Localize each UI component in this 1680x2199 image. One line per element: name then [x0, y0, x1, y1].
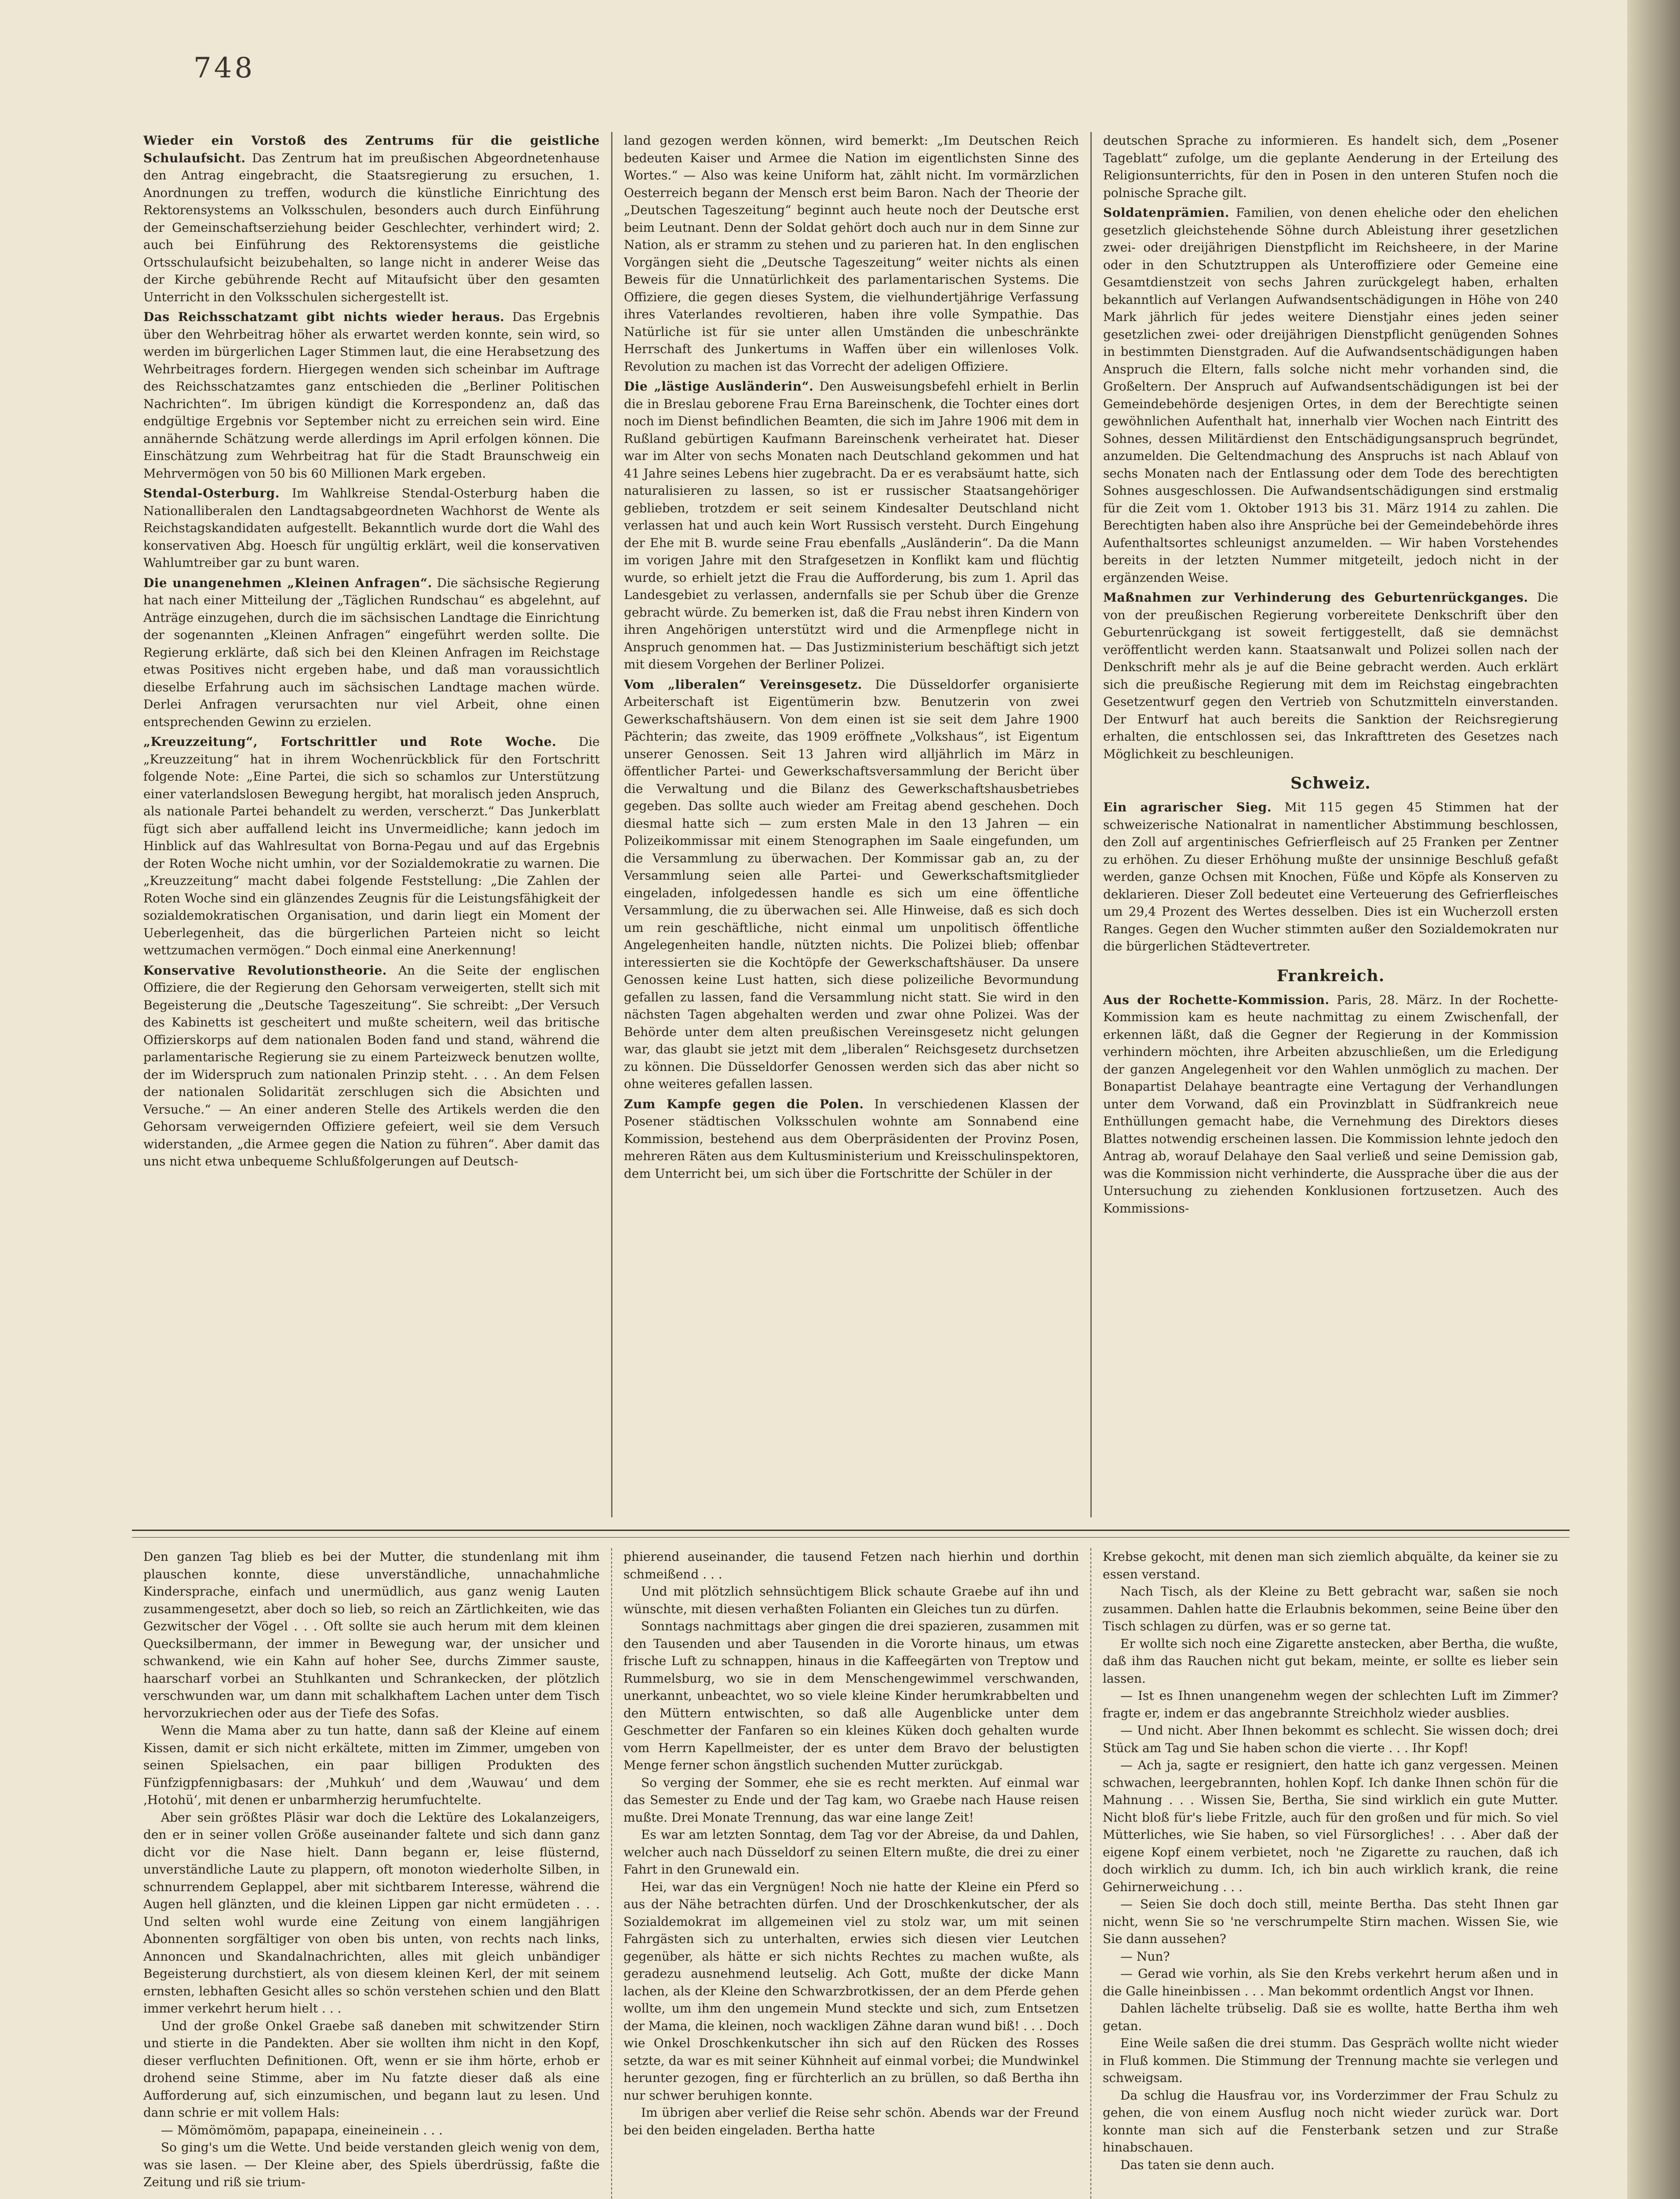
article-body: Das Ergebnis über den Wehrbeitrag höher als erwartet werden konnte, sein wird, so werden im bürgerlichen Lager Stimmen laut, die eine Herabsetzung des Wehrbeitrages fordern. Hiergegen wenden sich scheinbar im Auftrage des Reichsschatzamtes ganz entschieden die „Berliner Politischen Nachrichten“. Im übrigen kündigt die Korrespondenz an, daß das endgültige Ergebnis vor September nicht zu erreichen sein wird. Eine annähernde Schätzung werde allerdings im April erfolgen können. Die Einschätzung zum Wehrbeitrag hat für die Stadt Braunschweig ein Mehrvermögen von 50 bis 60 Millionen Mark ergeben.	[143, 310, 600, 481]
column-3	[1090, 132, 1570, 1517]
upper-columns	[132, 132, 1570, 1517]
feuilleton-paragraph: Im übrigen aber verlief die Reise sehr schön. Abends war der Freund bei den beiden eingeladen. Bertha hatte	[623, 2105, 1079, 2137]
feuilleton-paragraph: Wenn die Mama aber zu tun hatte, dann saß der Kleine auf einem Kissen, damit er sich nicht erkältete, mitten im Zimmer, umgeben von seinen Spielsachen, ein paar billigen Produkten des Fünfzigpfennigbasars: der ‚Muhkuh‘ und dem ‚Wauwau‘ und dem ‚Hotohü‘, mit denen er unbarmherzig herumfuchtelte.	[143, 1723, 600, 1807]
article-headline: Die „lästige Ausländerin“.	[624, 379, 814, 394]
feuilleton-paragraph: — Ach ja, sagte er resigniert, den hatte ich ganz vergessen. Meinen schwachen, leergebrannten, hohlen Kopf. Ich danke Ihnen schön für die Mahnung . . . Wissen Sie, Bertha, Sie sind wirklich ein gute Mutter. Nicht bloß für's liebe Fritzle, auch für den großen und für mich. So viel Mütterliches, wie Sie haben, so viel Fürsorgliches! . . . Aber daß der eigene Kopf einem verbietet, noch 'ne Zigarette zu rauchen, daß ich doch wirklich zu dumm. Ich, ich bin auch wirklich krank, die reine Gehirnerweichung . . .	[1103, 1758, 1558, 1894]
article	[624, 132, 1079, 375]
feuilleton-paragraph: Er wollte sich noch eine Zigarette anstecken, aber Bertha, die wußte, daß ihm das Rauchen nicht gut bekam, meinte, er sollte es lieber sein lassen.	[1103, 1636, 1558, 1686]
article-headline: Stendal-Osterburg.	[143, 486, 280, 500]
article-body: land gezogen werden können, wird bemerkt: „Im Deutschen Reich bedeuten Kaiser und Armee die Nation im eigentlichsten Sinne des Wortes.“ — Also was keine Uniform hat, zählt nicht. Im vormärzlichen Oesterreich begann der Mensch erst beim Baron. Nach der Theorie der „Deutschen Tageszeitung“ beginnt auch heute noch der Deutsche erst beim Leutnant. Denn der Soldat gehört doch auch nur in dem Sinne zur Nation, als er stramm zu stehen und zu parieren hat. In den englischen Vorgängen sieht die „Deutsche Tageszeitung“ weiter nichts als einen Beweis für die Unnatürlichkeit des parlamentarischen Systems. Die Offiziere, die gegen dieses System, die vielhundertjährige Verfassung ihres Vaterlandes revoltieren, haben ihre volle Sympathie. Das Natürliche ist für sie unter allen Umständen die unbeschränkte Herrschaft des Junkertums in Waffen über ein willenloses Volk. Revolution zu machen ist das Vorrecht der adeligen Offiziere.	[624, 133, 1079, 374]
feuilleton-paragraph: — Gerad wie vorhin, als Sie den Krebs verkehrt herum aßen und in die Galle hineinbissen . . . Man bekommt ordentlich Angst vor Ihnen.	[1103, 1966, 1558, 1998]
feuilleton-paragraph: — Seien Sie doch doch still, meinte Bertha. Das steht Ihnen gar nicht, wenn Sie so 'ne verschrumpelte Stirn machen. Wissen Sie, wie Sie dann aussehen?	[1103, 1897, 1558, 1946]
article-body: deutschen Sprache zu informieren. Es handelt sich, dem „Posener Tageblatt“ zufolge, um die geplante Aenderung in der Erteilung des Religionsunterrichts, für den in Posen in den unteren Stufen noch die polnische Sprache gilt.	[1103, 133, 1558, 200]
article-body: Das Zentrum hat im preußischen Abgeordnetenhause den Antrag eingebracht, die Staatsregierung zu ersuchen, 1. Anordnungen zu treffen, wodurch die künstliche Einrichtung des Rektorensystems an Volksschulen, besonders auch durch Einführung der Gemeinschaftserziehung beider Geschlechter, verhindert wird; 2. auch bei Einführung des Rektorensystems die geistliche Ortsschulaufsicht beizubehalten, so lange nicht in anderer Weise das der Kirche gebührende Recht auf Mitaufsicht über den gesamten Unterricht in den Volksschulen sichergestellt ist.	[143, 150, 600, 304]
article-body: Den Ausweisungsbefehl erhielt in Berlin die in Breslau geborene Frau Erna Bareinschenk, die Tochter eines dort noch im Dienst befindlichen Beamten, die sich im Jahre 1906 mit dem in Rußland gebürtigen Kaufmann Bareinschenk verheiratet hat. Dieser war im Alter von sechs Monaten nach Deutschland gekommen und hat 41 Jahre seines Lebens hier zugebracht. Da er es verabsäumt hatte, sich naturalisieren zu lassen, so ist er russischer Staatsangehöriger geblieben, trotzdem er seit seinem Kindesalter Deutschland nicht verlassen hat und auch kein Wort Russisch versteht. Durch Eingehung der Ehe mit B. wurde seine Frau ebenfalls „Ausländerin“. Da die Mann im vorigen Jahre mit den Strafgesetzen in Konflikt kam und flüchtig wurde, so erhielt jetzt die Frau die Aufforderung, bis zum 1. April das Landesgebiet zu verlassen, andernfalls sie per Schub über die Grenze gebracht würde. Zu bemerken ist, daß die Frau nebst ihren Kindern von ihren Angehörigen unterstützt wird und die Armenpflege nicht in Anspruch genommen hat. — Das Justizministerium beschäftigt sich jetzt mit diesem Vorgehen der Berliner Polizei.	[624, 379, 1079, 672]
feuilleton-columns	[132, 1548, 1570, 2199]
article-body: Mit 115 gegen 45 Stimmen hat der schweizerische Nationalrat in namentlicher Abstimmung beschlossen, den Zoll auf argentinisches Gefrierfleisch auf 25 Franken per Zentner zu erhöhen. Zu dieser Erhöhung mußte der unsinnige Beschluß gefaßt werden, ganze Ochsen mit Knochen, Füße und Köpfe als Konserven zu deklarieren. Dieser Zoll bedeutet eine Verteuerung des Gefrierfleisches um 29,4 Prozent des Wertes desselben. Dies ist ein Wucherzoll ersten Ranges. Gegen den Wucher stimmten außer den Sozialdemokraten nur die bürgerlichen Städtevertreter.	[1103, 800, 1558, 953]
feuilleton-paragraph: Hei, war das ein Vergnügen! Noch nie hatte der Kleine ein Pferd so aus der Nähe betrachten dürfen. Und der Droschkenkutscher, der als Sozialdemokrat im allgemeinen viel zu stolz war, um mit seinen Fahrgästen sich zu unterhalten, erwies sich diesen vier Leutchen gegenüber, als hätte er sich nichts Rechtes zu machen wußte, als geradezu ausnehmend leutselig. Ach Gott, mußte der dicke Mann lachen, als der Kleine den Schwarzbrotkissen, der an dem Pferde gehen wollte, um ihm den ungemein Mund steckte und sich, zum Entsetzen der Mama, die kleinen, noch wackligen Zähne daran wund biß! . . . Doch wie Onkel Droschkenkutscher ihn sich auf den Rücken des Rosses setzte, da war es mit seiner Kühnheit auf einmal vorbei; die Mundwinkel herunter gezogen, fing er fürchterlich an zu brüllen, so daß Bertha ihn nur schwer beruhigen konnte.	[623, 1879, 1079, 2103]
feuilleton-paragraph: Da schlug die Hausfrau vor, ins Vorderzimmer der Frau Schulz zu gehen, die von einem Ausflug noch nicht wieder zurück war. Dort konnte man sich auf die Fensterbank setzen und zur Straße hinabschauen.	[1103, 2088, 1558, 2155]
feuilleton-divider	[132, 1530, 1570, 1538]
page-number: 748	[193, 52, 255, 84]
feuilleton-column-1	[132, 1548, 611, 2199]
feuilleton-paragraph: Nach Tisch, als der Kleine zu Bett gebracht war, saßen sie noch zusammen. Dahlen hatte die Erlaubnis bekommen, seine Beine über den Tisch schlagen zu dürfen, was er so gerne tat.	[1103, 1584, 1558, 1633]
article	[1103, 204, 1558, 586]
article-body: Im Wahlkreise Stendal-Osterburg haben die Nationalliberalen den Landtagsabgeordneten Wachhorst de Wente als Reichstagskandidaten aufgestellt. Bekanntlich wurde dort die Wahl des konservativen Abg. Hoesch für ungültig erklärt, weil die konservativen Wahlumtreiber gar zu bunt waren.	[143, 486, 600, 570]
feuilleton-paragraph: Und mit plötzlich sehnsüchtigem Blick schaute Graebe auf ihn und wünschte, mit diesen verhaßten Folianten ein Gleiches tun zu dürfen.	[623, 1584, 1079, 1616]
article-headline: „Kreuzzeitung“, Fortschrittler und Rote Woche.	[143, 734, 557, 749]
feuilleton-paragraph: — Mömömömöm, papapapa, eineineinein . . .	[161, 2122, 443, 2137]
article-headline: Vom „liberalen“ Vereinsgesetz.	[624, 677, 862, 692]
feuilleton-paragraph: Dahlen lächelte trübselig. Daß sie es wollte, hatte Bertha ihm weh getan.	[1103, 2001, 1558, 2033]
article	[143, 962, 600, 1170]
article-headline: Ein agrarischer Sieg.	[1103, 800, 1272, 815]
article	[1103, 589, 1558, 763]
article-body: Die sächsische Regierung hat nach einer Mitteilung der „Täglichen Rundschau“ es abgelehnt, auf Anträge einzugehen, durch die im sächsischen Landtage die Einrichtung der sogenannten „Kleinen Anfragen“ eingeführt werden sollte. Die Regierung erklärte, daß sich bei den Kleinen Anfragen im Reichstage etwas Positives nicht ergeben habe, und daß man voraussichtlich dieselbe Erfahrung auch im sächsischen Landtage machen würde. Derlei Anfragen verursachten nur viel Arbeit, ohne einen entsprechenden Gewinn zu erzielen.	[143, 575, 600, 729]
article	[143, 308, 600, 482]
article-headline: Maßnahmen zur Verhinderung des Geburtenrückganges.	[1103, 590, 1528, 605]
feuilleton-column-2	[611, 1548, 1090, 2199]
feuilleton-paragraph: Den ganzen Tag blieb es bei der Mutter, die stundenlang mit ihm plauschen konnte, diese unverständliche, unnachahmliche Kindersprache, einfach und unermüdlich, aus ganz wenig Lauten zusammengesetzt, aber doch so lieb, so reich an Zärtlichkeiten, wie das Gezwitscher der Vögel . . . Oft sollte sie auch herum mit dem kleinen Quecksilbermann, der immer in Bewegung war, der unsicher und schwankend, wie ein Kahn auf hoher See, durchs Zimmer sauste, haarscharf vorbei an Stuhlkanten und Schrankecken, der plötzlich verschwunden war, um dann mit schalkhaftem Lachen unter dem Tisch hervorzukriechen oder aus der Tiefe des Sofas.	[143, 1549, 600, 1720]
article-body: In verschiedenen Klassen der Posener städtischen Volksschulen wohnte am Sonnabend eine Kommission, bestehend aus dem Oberpräsidenten der Provinz Posen, mehreren Räten aus dem Kultusministerium und Kreisschulinspektoren, dem Unterricht bei, um sich über die Fortschritte der Schüler in der	[624, 1096, 1079, 1181]
article	[624, 676, 1079, 1093]
article-body: Paris, 28. März. In der Rochette-Kommission kam es heute nachmittag zu einem Zwischenfall, der erkennen läßt, daß die Gegner der Regierung in der Kommission verhindern möchten, ihre Arbeiten abzuschließen, um die Erledigung der ganzen Angelegenheit vor den Wahlen unmöglich zu machen. Der Bonapartist Delahaye beantragte eine Vertagung der Verhandlungen unter dem Vorwand, daß ein Provinzblatt in Südfrankreich neue Enthüllungen gemacht habe, die Vernehmung des Direktors dieses Blattes notwendig erscheinen lassen. Die Kommission lehnte jedoch den Antrag ab, worauf Delahaye den Saal verließ und seine Demission gab, was die Kommission nicht verhinderte, die Aussprache über die aus der Untersuchung zu ziehenden Konklusionen fortzusetzen. Auch des Kommissions-	[1103, 992, 1558, 1216]
section-title: Schweiz.	[1290, 774, 1371, 793]
article	[1103, 799, 1558, 955]
article-headline: Aus der Rochette-Kommission.	[1103, 992, 1330, 1007]
article	[624, 1096, 1079, 1183]
feuilleton-paragraph: Eine Weile saßen die drei stumm. Das Gespräch wollte nicht wieder in Fluß kommen. Die Stimmung der Trennung machte sie verlegen und schweigsam.	[1103, 2036, 1558, 2085]
article-headline: Zum Kampfe gegen die Polen.	[624, 1096, 864, 1111]
column-2	[611, 132, 1090, 1517]
article	[624, 378, 1079, 673]
article	[143, 132, 600, 306]
article-headline: Das Reichsschatzamt gibt nichts wieder heraus.	[143, 310, 505, 324]
article-headline: Die unangenehmen „Kleinen Anfragen“.	[143, 575, 432, 590]
article-body: Familien, von denen eheliche oder den ehelichen gesetzlich gleichstehende Söhne durch Ableistung ihrer gesetzlichen zwei- oder dreijährigen Dienstpflicht im Reichsheere, in der Marine oder in den Schutztruppen als Unteroffiziere oder Gemeine eine Gesamtdienstzeit von sechs Jahren zurückgelegt haben, erhalten bekanntlich auf Verlangen Aufwandsentschädigungen in Höhe von 240 Mark jährlich für jedes weitere Dienstjahr eines jeden seiner gesetzlichen zwei- oder dreijährigen Dienstpflicht genügenden Sohnes in bestimmten Dienstgraden. Auf die Aufwandsentschädigungen haben Anspruch die Eltern, falls solche nicht mehr vorhanden sind, die Großeltern. Der Anspruch auf Aufwandsentschädigungen ist bei der Gemeindebehörde desjenigen Ortes, in dem der Berechtigte seinen gewöhnlichen Aufenthalt hat, innerhalb vier Wochen nach Eintritt des Sohnes, dessen Militärdienst den Entschädigungsanspruch begründet, anzumelden. Die Geltendmachung des Anspruchs ist nach Ablauf von sechs Monaten nach der Entlassung oder dem Tode des berechtigten Sohnes ausgeschlossen. Die Aufwandsentschädigungen sind erstmalig für die Zeit vom 1. Oktober 1913 bis 31. März 1914 zu zahlen. Die Berechtigten haben also ihre Ansprüche bei der Gemeindebehörde ihres Aufenthaltsortes schleunigst anzumelden. — Wir haben Vorstehendes bereits in der letzten Nummer mitgeteilt, jedoch nicht in der ergänzenden Weise.	[1103, 205, 1558, 585]
feuilleton-paragraph: So verging der Sommer, ehe sie es recht merkten. Auf einmal war das Semester zu Ende und der Tag kam, wo Graebe nach Hause reisen mußte. Drei Monate Trennung, das war eine lange Zeit!	[623, 1775, 1079, 1825]
feuilleton-paragraph: Das taten sie denn auch.	[1120, 2157, 1275, 2172]
article	[1103, 132, 1558, 201]
column-1	[132, 132, 611, 1517]
feuilleton-paragraph: phierend auseinander, die tausend Fetzen nach hierhin und dorthin schmeißend . . .	[623, 1549, 1079, 1582]
feuilleton-paragraph: Krebse gekocht, mit denen man sich ziemlich abquälte, da keiner sie zu essen verstand.	[1103, 1549, 1558, 1582]
article-body: Die Düsseldorfer organisierte Arbeiterschaft ist Eigentümerin bzw. Benutzerin von zwei Gewerkschaftshäusern. Von dem einen ist sie seit dem Jahre 1900 Pächterin; das zweite, das 1909 eröffnete „Volkshaus“, ist Eigentum unserer Genossen. Seit 13 Jahren wird alljährlich im März in öffentlicher Partei- und Gewerkschaftsversammlung der Bericht über die Verwaltung und die Bilanz des Gewerkschaftshausbetriebes gegeben. Das sollte auch wieder am Freitag abend geschehen. Doch diesmal hatte sich — zum ersten Male in den 13 Jahren — ein Polizeikommissar mit einem Stenographen im Saale eingefunden, um die Versammlung zu überwachen. Der Kommissar gab an, zu der Versammlung seien alle Partei- und Gewerkschaftsmitglieder eingeladen, infolgedessen handle es sich um eine öffentliche Versammlung, die zu überwachen sei. Alle Hinweise, daß es sich doch um rein geschäftliche, nicht einmal um unpolitisch öffentliche Angelegenheiten handle, nützten nichts. Die Polizei blieb; offenbar interessierten sie die Kochtöpfe der Gewerkschaftshäuser. Da unsere Genossen keine Lust hatten, sich diese polizeiliche Bevormundung gefallen zu lassen, fand die Versammlung nicht statt. Sie wird in den nächsten Tagen abgehalten werden und zwar ohne Polizei. Was der Behörde unter dem alten preußischen Vereinsgesetz nicht gelungen war, das glaubt sie jetzt mit dem „liberalen“ Reichsgesetz durchsetzen zu können. Die Düsseldorfer Genossen werden sich das aber nicht so ohne weiteres gefallen lassen.	[624, 677, 1079, 1091]
article	[143, 574, 600, 731]
feuilleton-paragraph: Sonntags nachmittags aber gingen die drei spazieren, zusammen mit den Tausenden und aber Tausenden in die Vororte hinaus, um etwas frische Luft zu schnappen, hinaus in die Kaffeegärten von Treptow und Rummelsburg, wo sie in dem Menschengewimmel verschwanden, unerkannt, unbeachtet, wo so viele kleine Kinder herumkrabbelten und den Müttern entwischten, so daß alle Augenblicke unter dem Geschmetter der Fanfaren so ein kleines Küken doch gehalten wurde vom Herrn Kapellmeister, der es unter dem Bravo der belustigten Menge ferner schon ängstlich suchenden Mutter zurückgab.	[623, 1619, 1079, 1772]
article-body: Die von der preußischen Regierung vorbereitete Denkschrift über den Geburtenrückgang ist soweit fertiggestellt, daß sie demnächst veröffentlicht werden kann. Staatsanwalt und Polizei sollen nach der Denkschrift mehr als je auf die Beine gebracht werden. Auch erklärt sich die preußische Regierung mit dem im Reichstag eingebrachten Gesetzentwurf gegen den Vertrieb von Schutzmitteln einverstanden. Der Entwurf hat auch bereits die Sanktion der Reichsregierung erhalten, die entschlossen sei, das Inkrafttreten des Gesetzes nach Möglichkeit zu beschleunigen.	[1103, 590, 1559, 761]
page-edge-shadow	[1627, 0, 1680, 2199]
article-body: An die Seite der englischen Offiziere, die der Regierung den Gehorsam verweigerten, stellt sich mit Begeisterung die „Deutsche Tageszeitung“. Sie schreibt: „Der Versuch des Kabinetts ist gescheitert und mußte scheitern, weil das britische Offizierskorps auf dem nationalen Boden fand und stand, während die parlamentarische Regierung sie zu einem Parteizweck benutzen wollte, der im Widerspruch zum nationalen Prinzip steht. . . . An dem Felsen der nationalen Solidarität zerschlugen sich die Absichten und Versuche.“ — An einer anderen Stelle des Artikels werden die den Gehorsam verweigernden Offiziere gefeiert, weil sie dem Versuch widerstanden, „die Armee gegen die Nation zu führen“. Aber damit das uns nicht etwa unbequeme Schlußfolgerungen auf Deutsch-	[143, 963, 600, 1169]
feuilleton-paragraph: Aber sein größtes Pläsir war doch die Lektüre des Lokalanzeigers, den er in seiner vollen Größe auseinander faltete und sich dann ganz dicht vor die Nase hielt. Dann begann er, leise flüsternd, unverständliche Laute zu plappern, oft monoton wiederholte Silben, in schnurrendem Geplappel, aber mit sichtbarem Interesse, während die Augen hell glänzten, und die kleinen Lippen gar nicht ermüdeten . . . Und selten wohl wurde eine Zeitung von einem langjährigen Abonnenten sorgfältiger von oben bis unten, von rechts nach links, Annoncen und Skandalnachrichten, alles mit gleich unbändiger Begeisterung durchstiert, als von diesem kleinen Kerl, der mit seinem ernsten, lebhaften Gesicht alles so schön verstehen schien und den Blatt immer verkehrt herum hielt . . .	[143, 1810, 600, 2016]
article-headline: Wieder ein Vorstoß des Zentrums für die geistliche Schulaufsicht.	[143, 133, 600, 165]
article	[1103, 991, 1558, 1217]
feuilleton-paragraph: — Und nicht. Aber Ihnen bekommt es schlecht. Sie wissen doch; drei Stück am Tag und Sie haben schon die vierte . . . Ihr Kopf!	[1103, 1723, 1558, 1755]
feuilleton-paragraph: Es war am letzten Sonntag, dem Tag vor der Abreise, da und Dahlen, welcher auch nach Düsseldorf zu seinen Eltern mußte, die drei zu einer Fahrt in den Grunewald ein.	[623, 1827, 1079, 1877]
feuilleton-paragraph: — Nun?	[1120, 1949, 1170, 1964]
feuilleton-paragraph: So ging's um die Wette. Und beide verstanden gleich wenig von dem, was sie lasen. — Der Kleine aber, des Spiels überdrüssig, faßte die Zeitung und riß sie trium-	[143, 2140, 600, 2189]
section-title: Frankreich.	[1276, 966, 1385, 985]
article-headline: Konservative Revolutionstheorie.	[143, 963, 387, 978]
article-headline: Soldatenprämien.	[1103, 205, 1230, 220]
feuilleton-column-3	[1090, 1548, 1570, 2199]
feuilleton-paragraph: Und der große Onkel Graebe saß daneben mit schwitzender Stirn und stierte in die Pandekten. Aber sie wollten ihm nicht in den Kopf, dieser verfluchten Definitionen. Oft, wenn er sie ihm hörte, erhob er drohend seine Stimme, aber im Nu fatzte dieser daß als eine Aufforderung auf, sich einzumischen, und begann laut zu lesen. Und dann schrie er mit vollem Hals:	[143, 2018, 600, 2120]
article-body: Die „Kreuzzeitung“ hat in ihrem Wochenrückblick für den Fortschritt folgende Note: „Eine Partei, die sich so schamlos zur Unterstützung einer vaterlandslosen Bewegung hergibt, hat moralisch jeden Anspruch, als nationale Partei behandelt zu werden, verscherzt.“ Das Junkerblatt fügt sich aber auffallend leicht ins Unvermeidliche; kann jedoch im Hinblick auf das Wahlresultat von Borna-Pegau und auf das Ergebnis der Roten Woche nicht umhin, vor der Sozialdemokratie zu warnen. Die „Kreuzzeitung“ macht dabei folgende Feststellung: „Die Zahlen der Roten Woche sind ein glänzendes Zeugnis für die Leistungsfähigkeit der sozialdemokratischen Organisation, und darin liegt ein Moment der Ueberlegenheit, das die bürgerlichen Parteien nicht so leicht wettzumachen vermögen.“ Doch einmal eine Anerkennung!	[143, 734, 600, 957]
article	[143, 733, 600, 959]
article	[143, 485, 600, 572]
feuilleton-paragraph: — Ist es Ihnen unangenehm wegen der schlechten Luft im Zimmer? fragte er, indem er das angebrannte Streichholz wieder ausblies.	[1103, 1688, 1558, 1720]
